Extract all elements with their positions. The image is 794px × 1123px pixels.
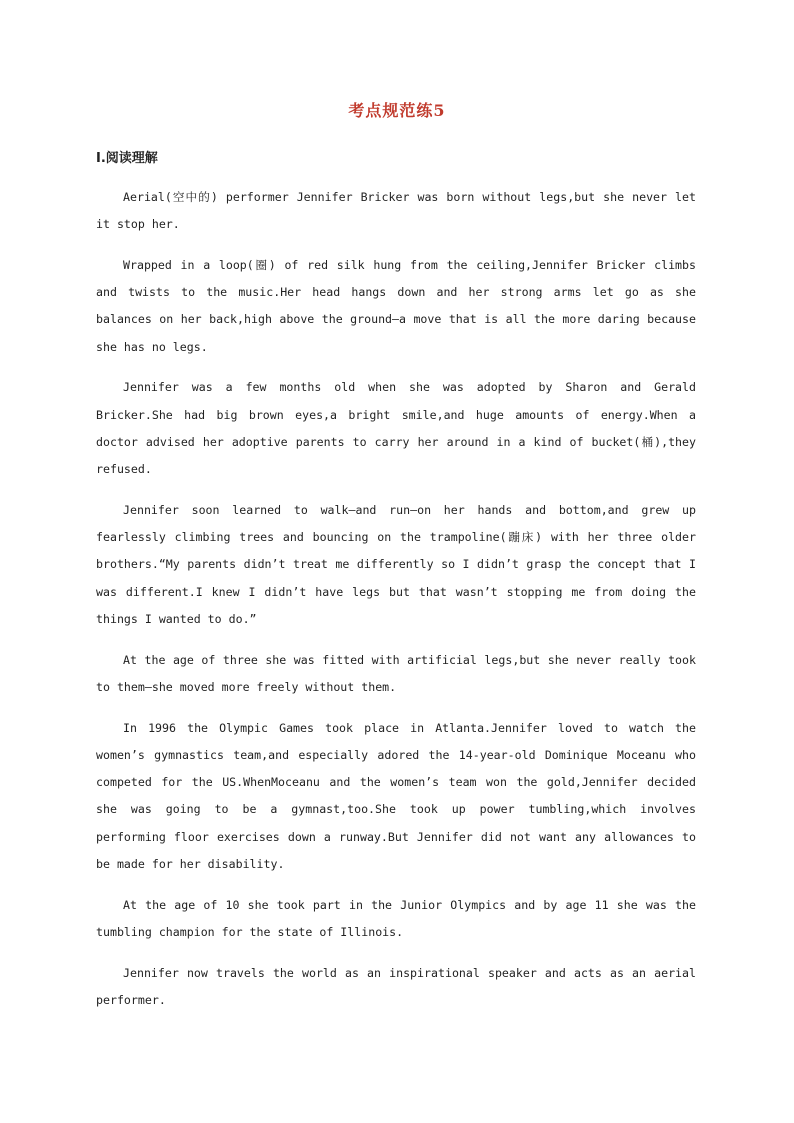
page-title: 考点规范练5	[348, 101, 446, 120]
paragraph-5: At the age of three she was fitted with artificial legs,but she never really took to them—she moved more freely without them.	[96, 652, 696, 694]
paragraph-1: Aerial(空中的) performer Jennifer Bricker was born without legs,but she never let it stop her.	[96, 190, 696, 232]
paragraph-8: Jennifer now travels the world as an inspirational speaker and acts as an aerial performer.	[96, 965, 696, 1007]
section-heading: Ⅰ.阅读理解	[96, 151, 158, 166]
paragraph-4: Jennifer soon learned to walk—and run—on her hands and bottom,and grew up fearlessly climbing trees and bouncing on the trampoline(蹦床) with her three older brothers.“My parents didn’t treat me differently so I didn’t grasp the concept that I was different.I knew I didn’t have legs but that wasn’t stopping me from doing the things I wanted to do.”	[96, 502, 696, 627]
paragraph-2: Wrapped in a loop(圈) of red silk hung from the ceiling,Jennifer Bricker climbs and twists to the music.Her head hangs down and her strong arms let go as she balances on her back,high above the ground—a move that is all the more daring because she has no legs.	[96, 257, 696, 354]
paragraph-6: In 1996 the Olympic Games took place in Atlanta.Jennifer loved to watch the women’s gymnastics team,and especially adored the 14-year-old Dominique Moceanu who competed for the US.WhenMoceanu and the women’s team won the gold,Jennifer decided she was going to be a gymnast,too.She took up power tumbling,which involves performing floor exercises down a runway.But Jennifer did not want any allowances to be made for her disability.	[96, 720, 696, 872]
paragraph-7: At the age of 10 she took part in the Junior Olympics and by age 11 she was the tumbling champion for the state of Illinois.	[96, 897, 696, 939]
paragraph-3: Jennifer was a few months old when she was adopted by Sharon and Gerald Bricker.She had big brown eyes,a bright smile,and huge amounts of energy.When a doctor advised her adoptive parents to carry her around in a kind of bucket(桶),they refused.	[96, 380, 696, 477]
passage-body	[96, 184, 696, 1027]
